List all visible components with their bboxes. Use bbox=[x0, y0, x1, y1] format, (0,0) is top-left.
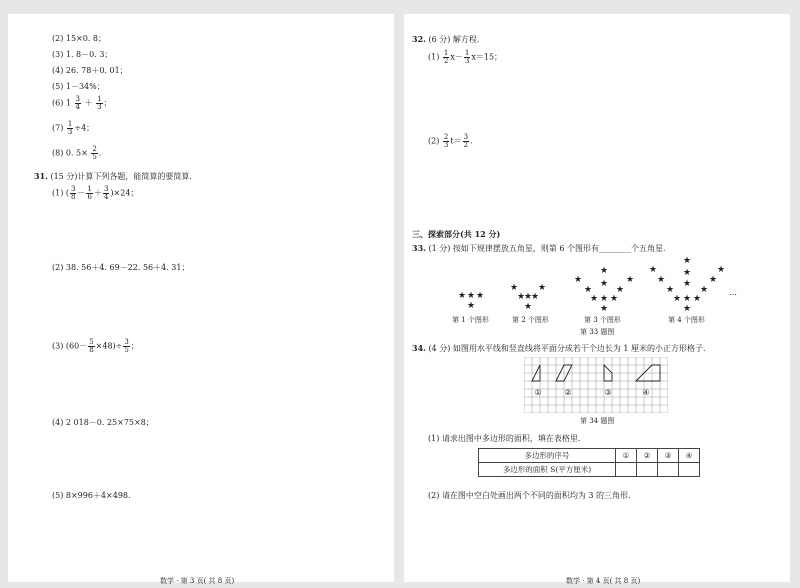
star-icon: ★ bbox=[600, 266, 609, 276]
star-icon: ★ bbox=[709, 275, 718, 285]
table-cell[interactable] bbox=[616, 463, 637, 477]
star-icon: ★ bbox=[683, 294, 692, 304]
star-icon: ★ bbox=[683, 279, 692, 289]
star-icon: ★ bbox=[476, 291, 485, 301]
page-footer: 数学 · 第 3 页( 共 8 页) bbox=[160, 577, 235, 585]
star-icon: ★ bbox=[649, 265, 658, 275]
fraction: $\frac{5}{8}$ bbox=[89, 338, 94, 354]
left-page bbox=[8, 14, 394, 585]
star-icon: ★ bbox=[626, 275, 635, 285]
calc-3: (3) (60－ $\frac{5}{8}$ ×48)÷ $\frac{3}{5}$ ； bbox=[52, 338, 139, 354]
item-3: (3) 1. 8－0. 3； bbox=[52, 50, 113, 59]
table-row bbox=[479, 449, 700, 463]
fraction: $\frac{1}{3}$ bbox=[464, 49, 470, 65]
table-cell[interactable] bbox=[679, 463, 700, 477]
table-cell: ④ bbox=[679, 449, 700, 463]
table-cell[interactable] bbox=[637, 463, 658, 477]
sub-question-2: (2) 请在图中空白处画出两个不同的面积均为 3 的三角形. bbox=[428, 491, 631, 500]
fraction: $\frac{1}{3}$ bbox=[97, 95, 102, 111]
figure-caption: 第 33 题图 bbox=[580, 328, 615, 336]
item-8: (8) 0. 5× $\frac{2}{5}$ . bbox=[52, 145, 102, 161]
calc-1: (1) ( $\frac{3}{8}$ － $\frac{1}{6}$ ＋ $\frac{3}{4}$ )×24； bbox=[52, 185, 139, 201]
table-row bbox=[479, 463, 700, 477]
calc-2: (2) 38. 56＋4. 69－22. 56＋4. 31； bbox=[52, 263, 190, 272]
fraction: $\frac{2}{3}$ bbox=[443, 133, 449, 149]
shape-label: ② bbox=[564, 388, 572, 397]
figure-caption: 第 34 题图 bbox=[580, 417, 615, 425]
star-icon: ★ bbox=[700, 285, 709, 295]
star-icon: ★ bbox=[517, 292, 526, 302]
item-7: (7) $\frac{1}{3}$ ÷4； bbox=[52, 120, 95, 136]
star-icon: ★ bbox=[524, 292, 533, 302]
fraction: $\frac{3}{2}$ bbox=[463, 133, 469, 149]
equation-1: (1) $\frac{1}{2}$ x－ $\frac{1}{3}$ x＝15； bbox=[428, 49, 503, 65]
question-34: 34. (4 分) 如图用水平线和竖直线将平面分成若干个边长为 1 厘米的小正方形格子. bbox=[412, 343, 706, 353]
right-page bbox=[404, 14, 790, 585]
fraction: $\frac{1}{3}$ bbox=[67, 120, 73, 136]
star-icon: ★ bbox=[538, 283, 547, 293]
star-icon: ★ bbox=[610, 294, 619, 304]
table-cell[interactable] bbox=[658, 463, 679, 477]
item-2: (2) 15×0. 8； bbox=[52, 34, 107, 43]
table-header-cell: 多边形的序号 bbox=[479, 449, 616, 463]
fraction: $\frac{3}{5}$ bbox=[124, 338, 129, 354]
item-5: (5) 1－34%； bbox=[52, 82, 105, 91]
figure-label: 第 2 个图形 bbox=[512, 316, 549, 324]
figure-label: 第 1 个图形 bbox=[452, 316, 489, 324]
fraction: $\frac{2}{5}$ bbox=[92, 145, 97, 161]
fraction: $\frac{1}{2}$ bbox=[443, 49, 449, 65]
star-icon: ★ bbox=[600, 279, 609, 289]
question-31: 31. (15 分)计算下列各题，能简算的要简算. bbox=[34, 171, 192, 181]
figure-label: 第 3 个图形 bbox=[584, 316, 621, 324]
ellipsis: … bbox=[729, 288, 737, 297]
star-icon: ★ bbox=[467, 291, 476, 301]
table-cell: ③ bbox=[658, 449, 679, 463]
star-icon: ★ bbox=[467, 301, 476, 311]
shape-label: ① bbox=[534, 388, 542, 397]
question-33: 33. (1 分) 按如下规律摆放五角星，则第 6 个图形有________个五角星. bbox=[412, 243, 666, 253]
star-icon: ★ bbox=[666, 285, 675, 295]
star-icon: ★ bbox=[673, 294, 682, 304]
item-4: (4) 26. 78＋0. 01； bbox=[52, 66, 128, 75]
star-icon: ★ bbox=[524, 302, 533, 312]
fraction: $\frac{1}{6}$ bbox=[87, 185, 92, 201]
star-icon: ★ bbox=[590, 294, 599, 304]
star-icon: ★ bbox=[683, 304, 692, 314]
star-icon: ★ bbox=[717, 265, 726, 275]
question-32: 32. (6 分) 解方程. bbox=[412, 34, 480, 44]
star-icon: ★ bbox=[510, 283, 519, 293]
star-icon: ★ bbox=[600, 294, 609, 304]
section-title: 三、探索部分(共 12 分) bbox=[412, 229, 501, 239]
star-icon: ★ bbox=[683, 256, 692, 266]
star-icon: ★ bbox=[531, 292, 540, 302]
calc-4: (4) 2 018－0. 25×75×8； bbox=[52, 418, 154, 427]
fraction: $\frac{3}{4}$ bbox=[75, 95, 80, 111]
figure-label: 第 4 个图形 bbox=[668, 316, 705, 324]
star-icon: ★ bbox=[458, 291, 467, 301]
item-6: (6) 1 $\frac{3}{4}$ ＋ $\frac{1}{3}$ ； bbox=[52, 95, 112, 111]
fraction: $\frac{3}{8}$ bbox=[71, 185, 76, 201]
star-icon: ★ bbox=[616, 285, 625, 295]
sub-question-1: (1) 请求出图中多边形的面积，填在表格里. bbox=[428, 434, 581, 443]
equation-2: (2) $\frac{2}{3}$ t＝ $\frac{3}{2}$ . bbox=[428, 133, 473, 149]
grid-figure bbox=[524, 357, 668, 413]
star-icon: ★ bbox=[574, 275, 583, 285]
star-icon: ★ bbox=[657, 275, 666, 285]
fraction: $\frac{3}{4}$ bbox=[103, 185, 109, 201]
table-cell: ① bbox=[616, 449, 637, 463]
page-footer: 数学 · 第 4 页( 共 8 页) bbox=[566, 577, 641, 585]
shape-label: ④ bbox=[642, 388, 650, 397]
star-icon: ★ bbox=[584, 285, 593, 295]
area-table bbox=[478, 448, 700, 477]
star-icon: ★ bbox=[600, 304, 609, 314]
shape-label: ③ bbox=[604, 388, 612, 397]
calc-5: (5) 8×996＋4×498. bbox=[52, 491, 131, 500]
star-icon: ★ bbox=[683, 268, 692, 278]
star-icon: ★ bbox=[693, 294, 702, 304]
table-header-cell: 多边形的面积 S(平方厘米) bbox=[479, 463, 616, 477]
table-cell: ② bbox=[637, 449, 658, 463]
